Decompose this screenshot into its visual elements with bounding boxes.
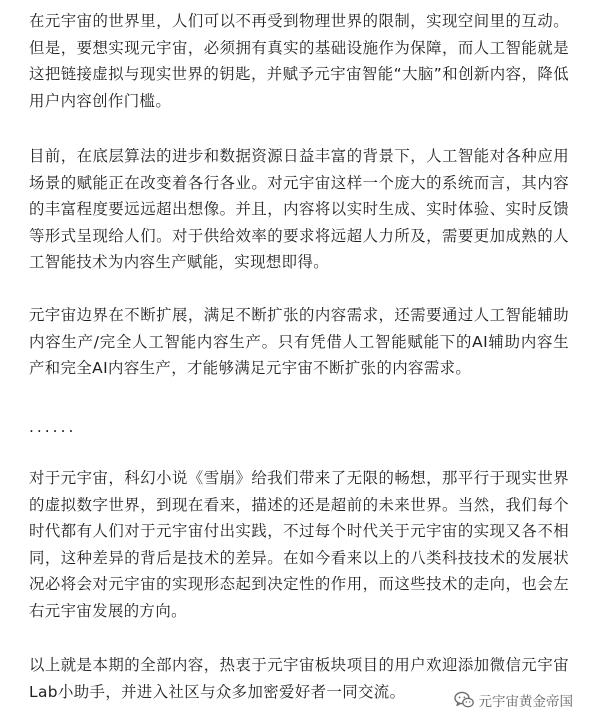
paragraph-ai-empowerment: 目前，在底层算法的进步和数据资源日益丰富的背景下，人工智能对各种应用场景的赋能正在改变着各行各业。对元宇宙这样一个庞大的系统而言，其内容的丰富程度要远远超出想像。并且，内容将以实时生成、实时体验、实时反馈等形式呈现给人们。对于供给效率的要求将远超人力所及，需要更加成熟的人工智能技术为内容生产赋能，实现想即得。 — [29, 147, 569, 271]
paragraph-metaverse-ai-key: 在元宇宙的世界里，人们可以不再受到物理世界的限制，实现空间里的互动。但是，要想实现元宇宙，必须拥有真实的基础设施作为保障，而人工智能就是这把链接虚拟与现实世界的钥匙，并赋予元宇宙智能“大脑”和创新内容，降低用户内容创作门槛。 — [29, 12, 569, 110]
paragraph-closing: 以上就是本期的全部内容，热衷于元宇宙板块项目的用户欢迎添加微信元宇宙Lab小助手，并进入社区与众多加密爱好者一同交流。 — [29, 656, 569, 701]
wechat-icon — [454, 691, 474, 709]
watermark — [454, 690, 574, 710]
paragraph-content-production: 元宇宙边界在不断扩展，满足不断扩张的内容需求，还需要通过人工智能辅助内容生产/完全人工智能内容生产。只有凭借人工智能赋能下的AI辅助内容生产和完全AI内容生产，才能够满足元宇宙不断扩张的内容需求。 — [29, 306, 569, 377]
paragraph-snow-crash: 对于元宇宙，科幻小说《雪崩》给我们带来了无限的畅想，那平行于现实世界的虚拟数字世界，到现在看来，描述的还是超前的未来世界。当然，我们每个时代都有人们对于元宇宙付出实践，不过每个时代关于元宇宙的实现又各不相同，这种差异的背后是技术的差异。在如今看来以上的八类科技技术的发展状况必将会对元宇宙的实现形态起到决定性的作用，而这些技术的走向，也会左右元宇宙发展的方向。 — [29, 469, 569, 620]
watermark-text: 元宇宙黄金帝国 — [478, 694, 573, 710]
ellipsis-divider: ...... — [29, 418, 77, 436]
